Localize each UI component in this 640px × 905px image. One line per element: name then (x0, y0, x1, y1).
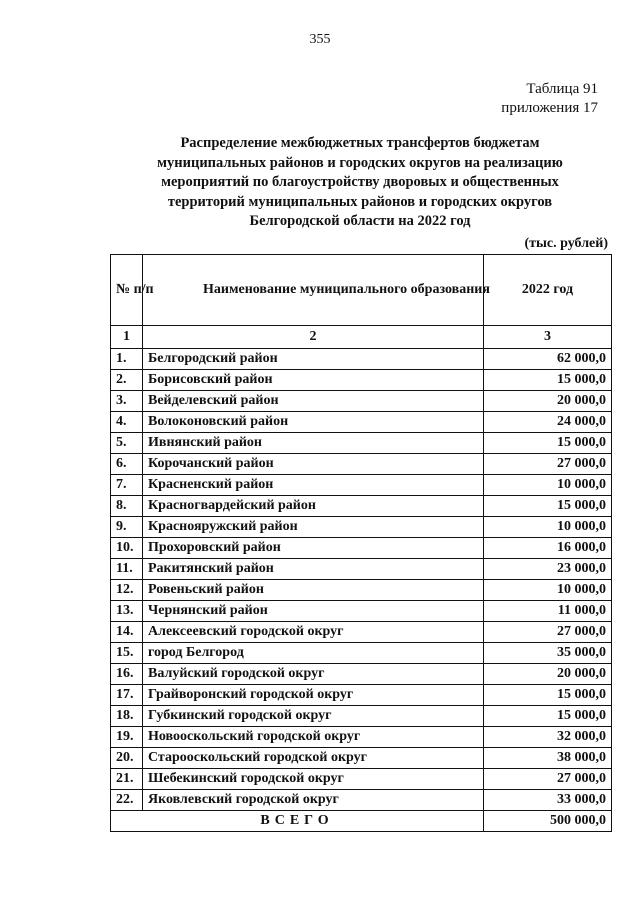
row-name: Яковлевский городской округ (143, 790, 484, 811)
header-num: № п/п (111, 255, 143, 326)
row-value: 27 000,0 (484, 454, 612, 475)
row-value: 20 000,0 (484, 664, 612, 685)
table-row (111, 769, 612, 790)
row-value: 20 000,0 (484, 391, 612, 412)
table-reference-line2: приложения 17 (501, 100, 598, 116)
table-row (111, 559, 612, 580)
table-row (111, 580, 612, 601)
table-row (111, 433, 612, 454)
table-row (111, 391, 612, 412)
row-name: Волоконовский район (143, 412, 484, 433)
row-value: 11 000,0 (484, 601, 612, 622)
row-number: 12. (111, 580, 143, 601)
row-number: 9. (111, 517, 143, 538)
row-number: 17. (111, 685, 143, 706)
row-name: город Белгород (143, 643, 484, 664)
row-name: Ивнянский район (143, 433, 484, 454)
table-row (111, 727, 612, 748)
row-number: 4. (111, 412, 143, 433)
row-number: 20. (111, 748, 143, 769)
row-name: Красненский район (143, 475, 484, 496)
row-name: Грайворонский городской округ (143, 685, 484, 706)
row-value: 27 000,0 (484, 622, 612, 643)
row-number: 2. (111, 370, 143, 391)
title-line: Распределение межбюджетных трансфертов бюджетам (180, 135, 540, 151)
row-name: Новооскольский городской округ (143, 727, 484, 748)
row-value: 16 000,0 (484, 538, 612, 559)
row-number: 14. (111, 622, 143, 643)
table-row (111, 475, 612, 496)
row-number: 15. (111, 643, 143, 664)
row-name: Ракитянский район (143, 559, 484, 580)
row-number: 6. (111, 454, 143, 475)
row-name: Шебекинский городской округ (143, 769, 484, 790)
row-number: 19. (111, 727, 143, 748)
title-line: муниципальных районов и городских округов на реализацию (157, 154, 563, 171)
row-name: Губкинский городской округ (143, 706, 484, 727)
row-name: Борисовский район (143, 370, 484, 391)
row-value: 23 000,0 (484, 559, 612, 580)
row-name: Прохоровский район (143, 538, 484, 559)
row-value: 10 000,0 (484, 517, 612, 538)
row-number: 8. (111, 496, 143, 517)
row-number: 13. (111, 601, 143, 622)
row-value: 24 000,0 (484, 412, 612, 433)
table-row (111, 538, 612, 559)
units-label: (тыс. рублей) (524, 236, 608, 251)
table-row (111, 643, 612, 664)
table-row (111, 685, 612, 706)
table-row (111, 454, 612, 475)
total-label: ВСЕГО (111, 811, 484, 832)
table-row (111, 622, 612, 643)
row-value: 33 000,0 (484, 790, 612, 811)
row-value: 10 000,0 (484, 580, 612, 601)
row-name: Вейделевский район (143, 391, 484, 412)
row-value: 62 000,0 (484, 349, 612, 370)
title-line: Белгородской области на 2022 год (249, 213, 471, 229)
table-reference-line1: Таблица 91 (526, 81, 598, 97)
title-line: территорий муниципальных районов и городских округов (167, 193, 553, 210)
table-row (111, 664, 612, 685)
header-name: Наименование муниципального образования (143, 255, 484, 326)
document-title (110, 134, 610, 232)
row-number: 5. (111, 433, 143, 454)
table-row (111, 517, 612, 538)
row-number: 10. (111, 538, 143, 559)
table-row (111, 790, 612, 811)
row-number: 7. (111, 475, 143, 496)
table-reference (501, 80, 598, 118)
row-number: 11. (111, 559, 143, 580)
row-number: 18. (111, 706, 143, 727)
row-name: Чернянский район (143, 601, 484, 622)
title-line: мероприятий по благоустройству дворовых и общественных (161, 174, 559, 190)
table-row (111, 601, 612, 622)
row-value: 15 000,0 (484, 370, 612, 391)
row-value: 15 000,0 (484, 433, 612, 454)
row-number: 22. (111, 790, 143, 811)
row-name: Старооскольский городской округ (143, 748, 484, 769)
row-name: Красногвардейский район (143, 496, 484, 517)
row-name: Краснояружский район (143, 517, 484, 538)
table-row (111, 748, 612, 769)
table-row (111, 496, 612, 517)
row-value: 27 000,0 (484, 769, 612, 790)
row-number: 3. (111, 391, 143, 412)
total-value: 500 000,0 (484, 811, 612, 832)
row-name: Алексеевский городской округ (143, 622, 484, 643)
row-value: 10 000,0 (484, 475, 612, 496)
column-number: 2 (143, 326, 484, 349)
transfers-table (110, 254, 612, 832)
row-value: 32 000,0 (484, 727, 612, 748)
total-row (111, 811, 612, 832)
row-name: Белгородский район (143, 349, 484, 370)
row-name: Корочанский район (143, 454, 484, 475)
column-number-row (111, 326, 612, 349)
page-number: 355 (309, 32, 331, 47)
row-number: 1. (111, 349, 143, 370)
table-row (111, 349, 612, 370)
row-value: 38 000,0 (484, 748, 612, 769)
row-value: 35 000,0 (484, 643, 612, 664)
row-value: 15 000,0 (484, 706, 612, 727)
table-row (111, 412, 612, 433)
row-name: Валуйский городской округ (143, 664, 484, 685)
row-number: 21. (111, 769, 143, 790)
table-body (111, 349, 612, 811)
row-value: 15 000,0 (484, 496, 612, 517)
column-number: 3 (484, 326, 612, 349)
table-header-row (111, 255, 612, 326)
column-number: 1 (111, 326, 143, 349)
table-row (111, 706, 612, 727)
row-value: 15 000,0 (484, 685, 612, 706)
header-year: 2022 год (484, 255, 612, 326)
row-name: Ровеньский район (143, 580, 484, 601)
table-row (111, 370, 612, 391)
row-number: 16. (111, 664, 143, 685)
